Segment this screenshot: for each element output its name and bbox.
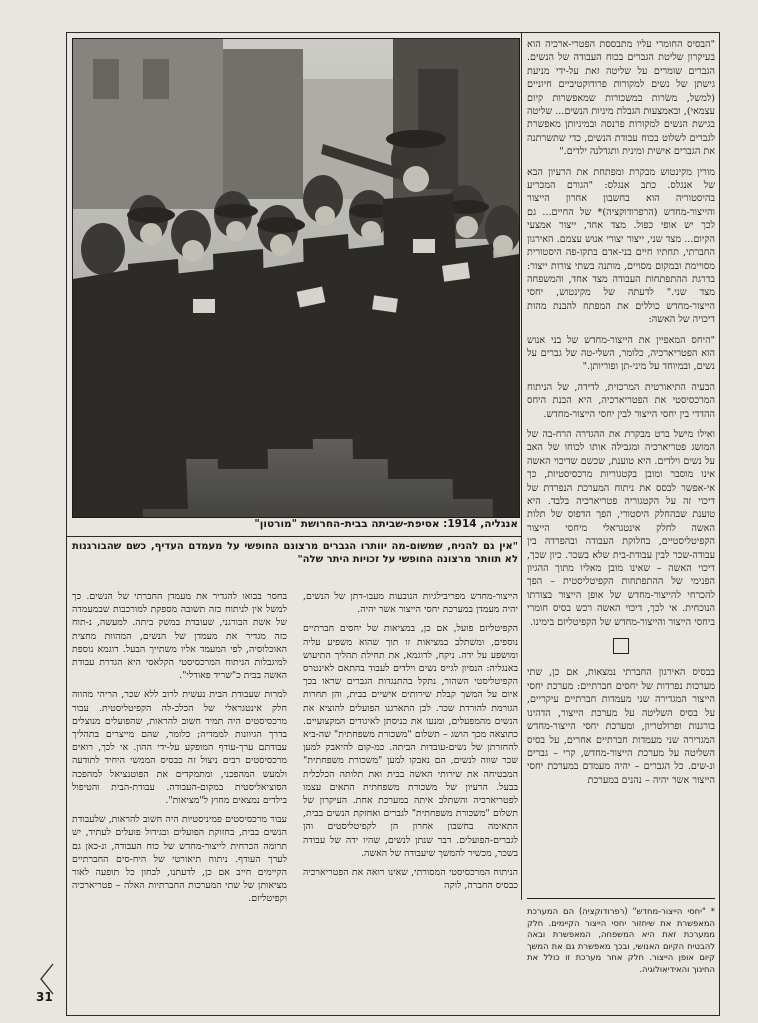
photo-bottom-rule <box>66 536 521 537</box>
left-paragraph: למרות שעבודת הבית נעשית לרוב ללא שכר, הריהי מהווה חלק אינטגראלי של הכלכ-לה הקפיטליסטית. עבור מרכסיסטים היה תמיד חשוב להראות, שהפועלים מנוצלים בדרך הגיוונות לממדיה; כלומר, שהם מייצרים בתהליך עבודתם ערך-עודף המופקע על-ידי ההון. אי לכך, רואים מרכסיסטים רבים ניצול זה כבסיס הממשי היחיד לתודעה ולמעש המהפכני, ומתמקדים את הפוטנציאל למהפכה הסוציאליסטית במקום-העבודה. עבודת-הבית והטיפול בילדים נמצאים מחוץ ל"מציאות". <box>72 689 287 807</box>
middle-paragraph: הייצור-מחדש מפריבילגיות הנובעות מעבו-דתן של הנשים, יהיה מעמדן במערכת יחסי הייצור אשר יהיה. <box>303 591 518 616</box>
left-paragraph: בחסר בבואו להגדיר את מעמדן החברתי של הנשים. כך למשל אין לניתוח כזה תשובה מספקת למורכבות שבמעמדה של אשת הבורגני, שעובדת במשק ביתה. למעשה, נ-תוח כזה מגדיר את מעמדן של הנשים, המהוות מחצית האוכלוסיה, לפי המעמד אליו משתייך הבעל. דוגמא נוספת למיגבלות הניתוח המרכסיסטי הקלאסי היא הגדרת עבודת האשה בבית כ"שריד פאודלי". <box>72 591 287 682</box>
right-paragraph: ואילו מישל ברט מבקרת את ההגדרה הרח-בה של המושג פטריארכיה ומגבילה אותו לכוחו של האב על נשים וילדים. היא טוענת, שכשם שדיכוי האשה אינו מוסבר ומובן בקטגוריות מרכסיסטיות, כך אי-אפשר לבסס את ניתוח המערכת הנפרדת של דיכוי זה על הקטגוריה פטריארכיה בלבד. היא טוענת שבהחלק היסטורי, הפך הדפוס של תלות האשה לחלק אינטגראלי מיחסי הייצור הקפיטליסטיים, בחלוקת העבודה ובהפרדה בין עבודה-שכר לבין עבודת-בית שלא בשכר. כיון שכך, דיכוי האשה – שאינו מובן מאליו מתוך ההגיון הפנימי של ההתפתחות הקפיטליסטית – הפך להכרחי להייצור-מחדש של אופן הייצור בצורתו הנוכחית. אי לכך, דיכוי האשה רכש בסיס חומרי ביחסי הייצור והייצור-מחדש של הקפיטליזם בימינו. <box>527 428 715 628</box>
page-number: 31 <box>36 990 53 1004</box>
right-paragraph: "הבסיס החומרי עליו מתבססת הפטרי-ארכיה הוא בעיקרון שליטת הגברים בכוח העבודה של הנשים. הגברים שומרים על שליטה זאת על-ידי מניעת גישתן של נשים למקורות פרודוקטיביים חיוניים (למשל, משׂרות במשכורות שמאפשרות קיום עצמאי), ובאמצעות הגבלת מיניות הנשים... שליטה בגישת הנשים למקורות פרנסה ובמיניותן מאפשרת לגברים לשלוט בכוח עבודת הנשים, כדי שתשרתנה את הגברים אישית ומינית ותגדלנה ילדים." <box>527 39 715 158</box>
right-column <box>527 38 715 880</box>
right-paragraph: "היחס המאפיין את הייצור-מחדש של בני אנוש הוא הפטריארכיה, כלומר, השלי-טה של גברים על נשים, ובמיוחד על מיני-תן ופוריותן." <box>527 334 715 373</box>
middle-column <box>303 590 518 1010</box>
section-marker <box>527 636 715 666</box>
pull-quote: "אין גם להניח, שמשום-מה יוותרו הגברים מרצונם החופשי על מעמדם העדיף, כשם שהבורגנות לא תוותר מרצונה החופשי על זכויות היתר שלה" <box>72 541 518 566</box>
right-paragraph: מורין מקינטוש מבקרת ומפתחת את הרעיון הבא של אנגלס. כתב אנגלס: "הגורם המכריע בהיסטוריה הוא בחשבון אחרון הייצור והייצור-מחדש (הרפרודוקציה)* של החיים... גם לכך יש אופי כפול. מצד אחד, ייצור אמצעי הקיום... מצד שני, ייצור יצורי אנוש עצמם. האירגון החברתי, תחתיו חיים בני-אדם בתקו-פה היסטורית מסויימת ובמקום מסויים, מותנה בשתי צורות ייצור: בדרגת ההתפתחות העבודה מצד אחד, והמשפחה מצד שני." לדעתה של מקינטוש, יחסי הייצור-מחדש כוללים את המפתח להבנת מהות דיכויה של האשה: <box>527 166 715 326</box>
left-paragraph: עבור מרכסיסטים פמיניסטיות היה חשוב להראות, שלעבודת הנשים בבית, בחזוקת הפועלים ובגידול פועלים לעתיד, יש תרומה הכרחית לייצור-מחדש של כוח העבודה, ונ-כאן גם לערך העודף. ניתוח תיאורטי של היח-סים החברתיים הקיימים חייב אם כן, לדעתנו, לבחון כל תופעה לאור מציאותן של שתי המערכות החברתיות האלה – פטריארכיה וקפיטליזם. <box>72 814 287 905</box>
photo-caption: אנגליה, 1914: אסיפת-שביתה בבית-החרושת "מורטון" <box>254 518 518 530</box>
footnote-rule <box>527 898 715 899</box>
middle-paragraph: הקפיטליזם פועל, אם כן, במציאות של יחסים חברתיים נוספים, ומשתלב במציאות זו תוך שהוא משפיע עליה ומושפע על ידה. ניקח, לדוגמא, את תחילת תהליך התיעוש באנגליה: הנסיון לגייס נשים וילדים לעבוד בהתאם לאינטרס הקפיטליסטי השהור, נתקל בהתנגדות הגברים שראו בכך איום על המשך קבלת שירותים אישיים בבית, והן תחרות הגורמת להורדת שכר. לכן התארגנו הפועלים להוציא את הנשים מהמפעלים, ומנעו את כניסתן לאיגודים המקצועיים. כתוצאה מכך הושג – תשלום "משכורת משפחתית" שה-ביא להחזרתן של נשים-עובדות הביתה. כמ-קום להיאבק למען שכר שווה לנשים, הם נאבקו למען "משכורת משפחתית" המבטיחה את שירותי האשה בבית ואת תלותה הכלכלית בבעל. הרעיון של משכורת משפחתית התאים עצמו לפטריארכיה והשתלב איתה במערכת אחת. העיקרון של תשלום "משכורת משפחתית" לגברים ואחזקת הנשים בבית, התאימה בחשבון אחרון הן לקפיטליסטים והן לגברים-הפועלים. דבר שנתן לנשים, שהיו ידה של עבודה בשכר, מכשיר להמשך שיעבודה של האשה. <box>303 623 518 859</box>
strike-photo <box>72 38 520 518</box>
left-column <box>72 590 287 1010</box>
strike-photo-illustration <box>73 39 519 517</box>
column-divider <box>521 32 522 900</box>
footnote: * "יחסי הייצור-מחדש" (רפרודוקציה) הם המערכת המאפשרת את שיחזור יחסי הייצור הקיימים. חלק ממערכת זאת היא המשפחה, המאפשרת ובאה להבטיח הקיום האנושי, ובכך מאפשרת גם את המשך קיום אופן הייצור. חלק אחר מערכת זו כולל את החינוך והאידיאולוגיה. <box>527 906 715 974</box>
right-paragraph: בבסיס האירגון החברתי נמצאות, אם כן, שתי מערכות נפרדות של יחסים חברתיים: מערכת יחסי הייצור המגדירה שני מעמדות חברתיים עיקריים, על בסיס השליטה על מערכת הייצור, הדהינו בורגנות ופרולטריון, ומערכת יחסי הייצור-מחדש המגדירה שני מעמדות חברתיים אחרים, על בסיס השליטה על מערכת הייצור-מחדש, קרי – גברים ונ-שים. כל הגברים – יהיה מעמדם במערכת יחסי הייצור אשר יהיה – נהנים במערכת <box>527 667 715 786</box>
middle-paragraph: הניתוח המרכסיסטי המסורתי, שאינו רואה את הפטריארכיה כבסיס החברה, לוקה <box>303 867 518 892</box>
right-paragraph: הבעיה התיאורטית המרכזית, לדידה, של הניתוח המרכסיסטי את הפטריארכיה, היא הבנת היחס ההדדי בין יחסי הייצור לבין יחסי הייצור-מחדש. <box>527 381 715 420</box>
section-square-icon <box>613 638 629 654</box>
